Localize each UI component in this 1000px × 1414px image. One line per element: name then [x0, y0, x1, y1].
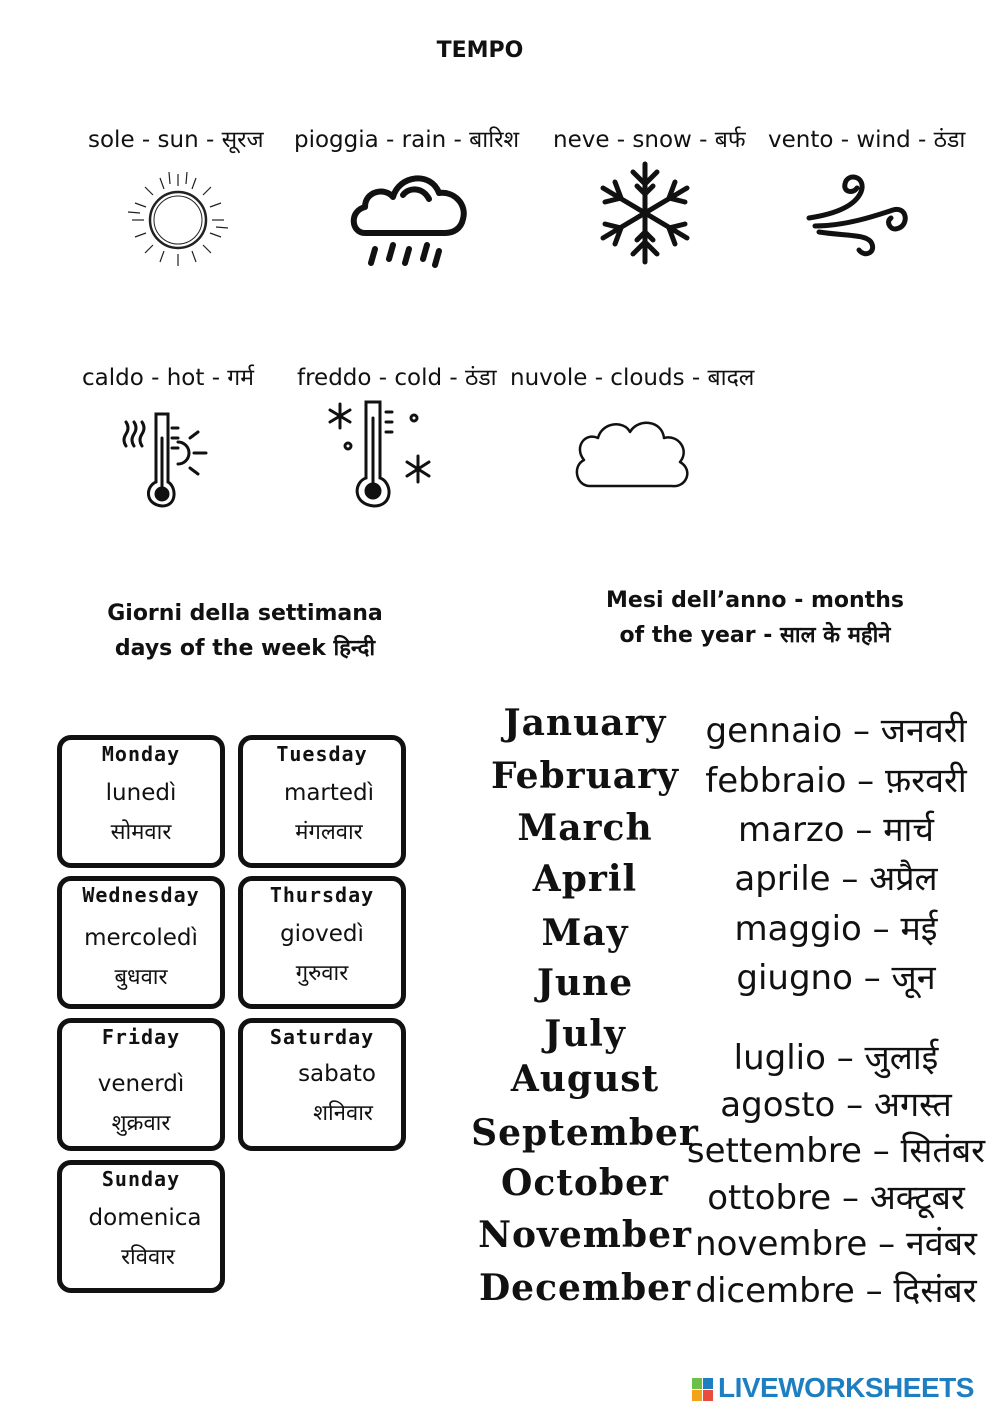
snowflake-icon: [595, 160, 695, 266]
month-translation: aprile – अप्रैल: [734, 859, 938, 899]
hot-thermometer-icon: [118, 408, 218, 510]
month-translation: ottobre – अक्टूबर: [707, 1178, 965, 1218]
rain-cloud-icon: [345, 165, 475, 275]
day-card-tuesday: [238, 735, 406, 868]
month-english: October: [501, 1162, 669, 1204]
day-hindi: शुक्रवार: [111, 1111, 171, 1136]
months-heading-line2: of the year - साल के महीने: [619, 623, 891, 648]
days-heading-line2: days of the week हिन्दी: [114, 636, 376, 661]
day-card-saturday: [238, 1018, 406, 1151]
day-card-thursday: [238, 876, 406, 1009]
day-italian: giovedì: [280, 921, 364, 947]
day-italian: mercoledì: [84, 925, 198, 951]
weather-label-snow: neve - snow - बर्फ: [553, 127, 746, 153]
month-english: February: [490, 755, 680, 797]
month-translation: novembre – नवंबर: [695, 1224, 977, 1264]
brand-wordmark[interactable]: LIVEWORKSHEETS: [718, 1372, 974, 1403]
weather-label-clouds: nuvole - clouds - बादल: [510, 365, 755, 391]
wind-icon: [805, 170, 915, 260]
weather-label-hot: caldo - hot - गर्म: [82, 365, 255, 391]
day-hindi: सोमवार: [110, 820, 172, 845]
month-english: July: [544, 1013, 626, 1055]
month-english: August: [510, 1058, 660, 1100]
day-english: Saturday: [269, 1025, 375, 1049]
month-english: January: [503, 702, 667, 744]
day-italian: lunedì: [105, 780, 177, 806]
day-card-wednesday: [57, 876, 225, 1009]
day-hindi: बुधवार: [114, 965, 168, 990]
cloud-icon: [570, 410, 695, 495]
month-english: June: [536, 962, 634, 1004]
weather-label-rain: pioggia - rain - बारिश: [294, 127, 520, 153]
month-english: November: [478, 1214, 692, 1256]
month-translation: maggio – मई: [734, 909, 938, 949]
day-english: Wednesday: [82, 883, 200, 907]
weather-label-cold: freddo - cold - ठंडा: [297, 365, 497, 391]
month-english: March: [517, 807, 653, 849]
weather-label-sun: sole - sun - सूरज: [88, 127, 264, 153]
day-hindi: रविवार: [121, 1245, 175, 1270]
month-translation: gennaio – जनवरी: [705, 711, 967, 751]
day-italian: domenica: [88, 1205, 202, 1231]
day-english: Tuesday: [276, 742, 368, 766]
month-translation: giugno – जून: [736, 958, 936, 998]
month-english: December: [478, 1267, 692, 1309]
day-card-monday: [57, 735, 225, 868]
month-english: April: [532, 858, 638, 900]
day-hindi: गुरुवार: [295, 961, 349, 986]
month-translation: febbraio – फ़रवरी: [705, 761, 967, 801]
cold-thermometer-icon: [322, 398, 442, 510]
day-english: Sunday: [101, 1167, 181, 1191]
page-title: TEMPO: [436, 38, 524, 63]
month-translation: agosto – अगस्त: [720, 1085, 952, 1125]
liveworksheets-logo-icon: [692, 1376, 714, 1404]
day-italian: venerdì: [97, 1071, 185, 1097]
day-italian: sabato: [298, 1061, 376, 1087]
months-heading-line1: Mesi dell’anno - months: [606, 588, 904, 613]
day-card-friday: [57, 1018, 225, 1151]
month-translation: luglio – जुलाई: [733, 1038, 939, 1078]
days-heading: [90, 596, 400, 666]
day-english: Monday: [101, 742, 181, 766]
month-translation: dicembre – दिसंबर: [695, 1271, 977, 1311]
sun-icon: [105, 170, 245, 270]
weather-label-wind: vento - wind - ठंडा: [768, 127, 966, 153]
day-italian: martedì: [283, 780, 375, 806]
day-hindi: मंगलवार: [295, 820, 363, 845]
month-english: May: [541, 912, 629, 954]
months-heading: [590, 583, 920, 653]
days-heading-line1: Giorni della settimana: [107, 601, 383, 626]
day-card-sunday: [57, 1160, 225, 1293]
month-translation: marzo – मार्च: [738, 810, 934, 850]
day-hindi: शनिवार: [313, 1101, 373, 1126]
day-english: Friday: [101, 1025, 181, 1049]
month-english: September: [471, 1112, 699, 1154]
day-english: Thursday: [269, 883, 375, 907]
month-translation: settembre – सितंबर: [686, 1131, 986, 1171]
